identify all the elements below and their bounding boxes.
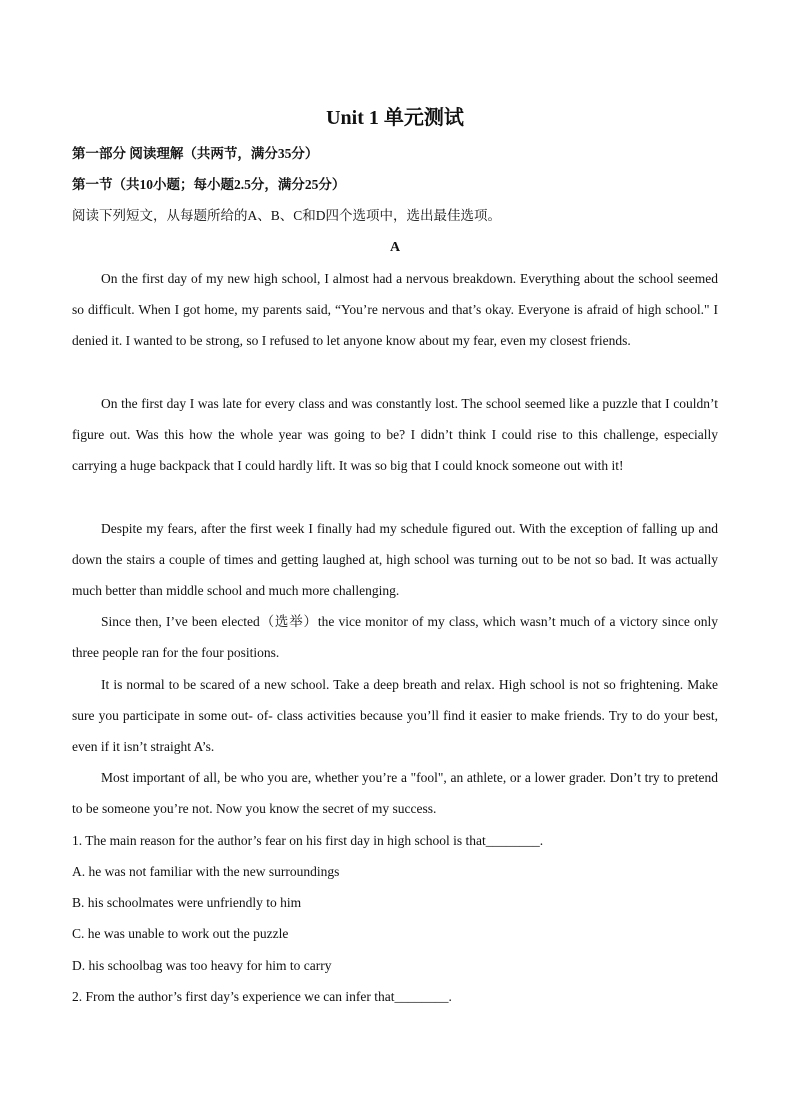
question-2-stem: 2. From the author’s first day’s experience we can infer that________. — [72, 989, 452, 1004]
paragraph-6: Most important of all, be who you are, whether you’re a "fool", an athlete, or a lower grader. Don’t try to pretend to be someone you’re not. Now you know the secret of my success. — [72, 770, 718, 817]
section-heading: 第一节（共10小题；每小题2.5分，满分25分） — [72, 177, 346, 192]
paragraph-5: It is normal to be scared of a new school. Take a deep breath and relax. High school is not so frightening. Make sure you participate in some out- of- class activities because you’ll find it easier to make friends. Try to do your best, even if it isn’t straight A’s. — [72, 677, 718, 755]
question-1-stem: 1. The main reason for the author’s fear on his first day in high school is that________. — [72, 833, 544, 848]
page-title: Unit 1 单元测试 — [326, 107, 464, 129]
paragraph-4: Since then, I’ve been elected（选举）the vice monitor of my class, which wasn’t much of a victory since only three people ran for the four positions. — [72, 614, 718, 661]
question-1-option-a: A. he was not familiar with the new surroundings — [72, 864, 340, 879]
passage-label: A — [389, 240, 401, 255]
instructions: 阅读下列短文，从每题所给的A、B、C和D四个选项中，选出最佳选项。 — [72, 208, 502, 223]
part-heading: 第一部分 阅读理解（共两节，满分35分） — [72, 146, 319, 161]
paragraph-2: On the first day I was late for every class and was constantly lost. The school seemed like a puzzle that I couldn’t figure out. Was this how the whole year was going to be? I didn’t think I could rise to this challenge, especially carrying a huge backpack that I could hardly lift. It was so big that I could knock someone out with it! — [72, 396, 718, 474]
question-1-option-b: B. his schoolmates were unfriendly to him — [72, 895, 302, 910]
question-1-option-c: C. he was unable to work out the puzzle — [72, 926, 289, 941]
paragraph-3: Despite my fears, after the first week I finally had my schedule figured out. With the exception of falling up and down the stairs a couple of times and getting laughed at, high school was turning out to be not so bad. It was actually much better than middle school and much more challenging. — [72, 521, 718, 599]
paragraph-1: On the first day of my new high school, I almost had a nervous breakdown. Everything about the school seemed so difficult. When I got home, my parents said, “You’re nervous and that’s okay. Everyone is afraid of high school." I denied it. I wanted to be strong, so I refused to let anyone know about my fear, even my closest friends. — [72, 271, 718, 349]
question-1-option-d: D. his schoolbag was too heavy for him to carry — [72, 958, 332, 973]
